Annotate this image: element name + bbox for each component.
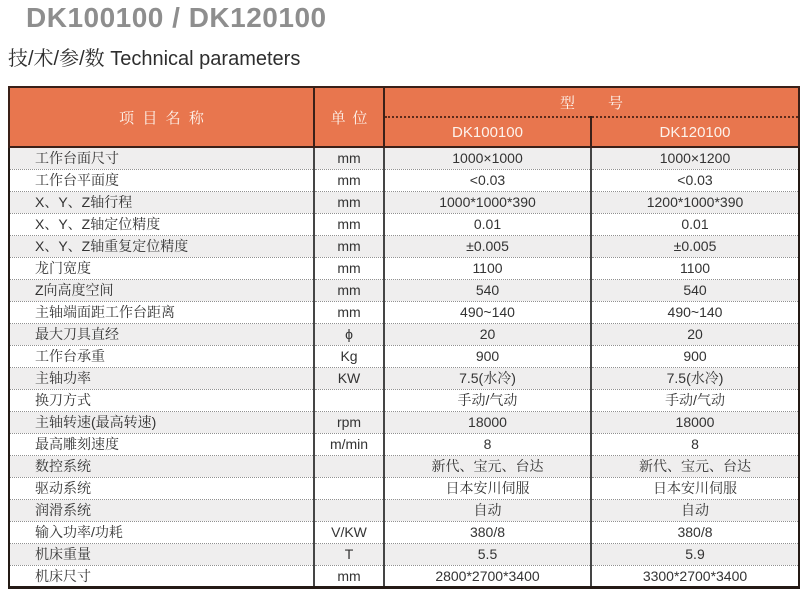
dk100100-value-cell: 1100 [384, 257, 591, 279]
section-title: 技/术/参/数 Technical parameters [8, 48, 301, 70]
column-header-unit: 单位 [314, 87, 384, 147]
dk100100-value-cell: 手动/气动 [384, 389, 591, 411]
column-header-model-group: 型号 [384, 87, 799, 117]
parameter-name-cell: 换刀方式 [9, 389, 314, 411]
dk120100-value-cell: 540 [591, 279, 799, 301]
unit-cell: ϕ [314, 323, 384, 345]
dk100100-value-cell: 8 [384, 433, 591, 455]
unit-cell: mm [314, 191, 384, 213]
dk120100-value-cell: 0.01 [591, 213, 799, 235]
dk120100-value-cell: 1100 [591, 257, 799, 279]
dk100100-value-cell: 380/8 [384, 521, 591, 543]
table-header [9, 87, 799, 147]
dk120100-value-cell: 900 [591, 345, 799, 367]
unit-cell: mm [314, 301, 384, 323]
parameter-name-cell: 主轴功率 [9, 367, 314, 389]
unit-cell: rpm [314, 411, 384, 433]
table-row [9, 235, 799, 257]
dk120100-value-cell: 5.9 [591, 543, 799, 565]
parameter-name-cell: 机床尺寸 [9, 565, 314, 587]
unit-cell [314, 477, 384, 499]
unit-cell: mm [314, 213, 384, 235]
dk100100-value-cell: 5.5 [384, 543, 591, 565]
table-row [9, 191, 799, 213]
unit-cell: Kg [314, 345, 384, 367]
spec-sheet [0, 2, 806, 598]
dk120100-value-cell: 1200*1000*390 [591, 191, 799, 213]
parameter-name-cell: X、Y、Z轴重复定位精度 [9, 235, 314, 257]
table-row [9, 411, 799, 433]
dk100100-value-cell: 自动 [384, 499, 591, 521]
dk120100-value-cell: 18000 [591, 411, 799, 433]
parameter-name-cell: 龙门宽度 [9, 257, 314, 279]
table-row [9, 279, 799, 301]
unit-cell [314, 455, 384, 477]
table-row [9, 323, 799, 345]
dk100100-value-cell: <0.03 [384, 169, 591, 191]
dk120100-value-cell: ±0.005 [591, 235, 799, 257]
column-header-model-dk120100: DK120100 [591, 117, 799, 147]
dk100100-value-cell: 1000×1000 [384, 147, 591, 169]
parameter-name-cell: 工作台平面度 [9, 169, 314, 191]
parameter-name-cell: 最高雕刻速度 [9, 433, 314, 455]
dk100100-value-cell: 540 [384, 279, 591, 301]
column-header-model-dk100100: DK100100 [384, 117, 591, 147]
dk120100-value-cell: 日本安川伺服 [591, 477, 799, 499]
table-row [9, 521, 799, 543]
dk120100-value-cell: 手动/气动 [591, 389, 799, 411]
table-row [9, 543, 799, 565]
dk100100-value-cell: 900 [384, 345, 591, 367]
page-title: DK100100 / DK120100 [26, 2, 327, 33]
unit-cell: mm [314, 169, 384, 191]
unit-cell: mm [314, 565, 384, 587]
unit-cell: T [314, 543, 384, 565]
unit-cell: mm [314, 235, 384, 257]
parameter-name-cell: 机床重量 [9, 543, 314, 565]
table-row [9, 345, 799, 367]
dk100100-value-cell: 18000 [384, 411, 591, 433]
parameter-name-cell: X、Y、Z轴定位精度 [9, 213, 314, 235]
unit-cell [314, 499, 384, 521]
dk100100-value-cell: 2800*2700*3400 [384, 565, 591, 587]
parameter-name-cell: 工作台面尺寸 [9, 147, 314, 169]
table-row [9, 301, 799, 323]
unit-cell: mm [314, 257, 384, 279]
dk120100-value-cell: <0.03 [591, 169, 799, 191]
dk120100-value-cell: 3300*2700*3400 [591, 565, 799, 587]
table-row [9, 499, 799, 521]
parameter-name-cell: 主轴端面距工作台距离 [9, 301, 314, 323]
table-row [9, 367, 799, 389]
table-row [9, 477, 799, 499]
dk120100-value-cell: 1000×1200 [591, 147, 799, 169]
dk120100-value-cell: 8 [591, 433, 799, 455]
parameter-name-cell: X、Y、Z轴行程 [9, 191, 314, 213]
dk120100-value-cell: 7.5(水冷) [591, 367, 799, 389]
table-row [9, 213, 799, 235]
parameter-name-cell: 驱动系统 [9, 477, 314, 499]
dk120100-value-cell: 自动 [591, 499, 799, 521]
unit-cell: V/KW [314, 521, 384, 543]
dk100100-value-cell: 7.5(水冷) [384, 367, 591, 389]
parameter-name-cell: 输入功率/功耗 [9, 521, 314, 543]
unit-cell [314, 389, 384, 411]
unit-cell: KW [314, 367, 384, 389]
column-header-item-name: 项目名称 [9, 87, 314, 147]
dk100100-value-cell: 1000*1000*390 [384, 191, 591, 213]
table-row [9, 147, 799, 169]
parameter-name-cell: 润滑系统 [9, 499, 314, 521]
dk120100-value-cell: 20 [591, 323, 799, 345]
parameter-name-cell: 工作台承重 [9, 345, 314, 367]
table-row [9, 257, 799, 279]
parameter-name-cell: 数控系统 [9, 455, 314, 477]
table-row [9, 389, 799, 411]
parameter-name-cell: Z向高度空间 [9, 279, 314, 301]
parameter-name-cell: 最大刀具直经 [9, 323, 314, 345]
dk120100-value-cell: 380/8 [591, 521, 799, 543]
dk100100-value-cell: 20 [384, 323, 591, 345]
table-row [9, 433, 799, 455]
dk100100-value-cell: ±0.005 [384, 235, 591, 257]
unit-cell: mm [314, 147, 384, 169]
table-row [9, 565, 799, 587]
technical-parameters-table [8, 86, 800, 589]
parameter-name-cell: 主轴转速(最高转速) [9, 411, 314, 433]
table-row [9, 169, 799, 191]
dk120100-value-cell: 新代、宝元、台达 [591, 455, 799, 477]
dk100100-value-cell: 新代、宝元、台达 [384, 455, 591, 477]
table-row [9, 455, 799, 477]
unit-cell: mm [314, 279, 384, 301]
dk100100-value-cell: 0.01 [384, 213, 591, 235]
unit-cell: m/min [314, 433, 384, 455]
dk100100-value-cell: 490~140 [384, 301, 591, 323]
table-body [9, 147, 799, 587]
dk120100-value-cell: 490~140 [591, 301, 799, 323]
dk100100-value-cell: 日本安川伺服 [384, 477, 591, 499]
